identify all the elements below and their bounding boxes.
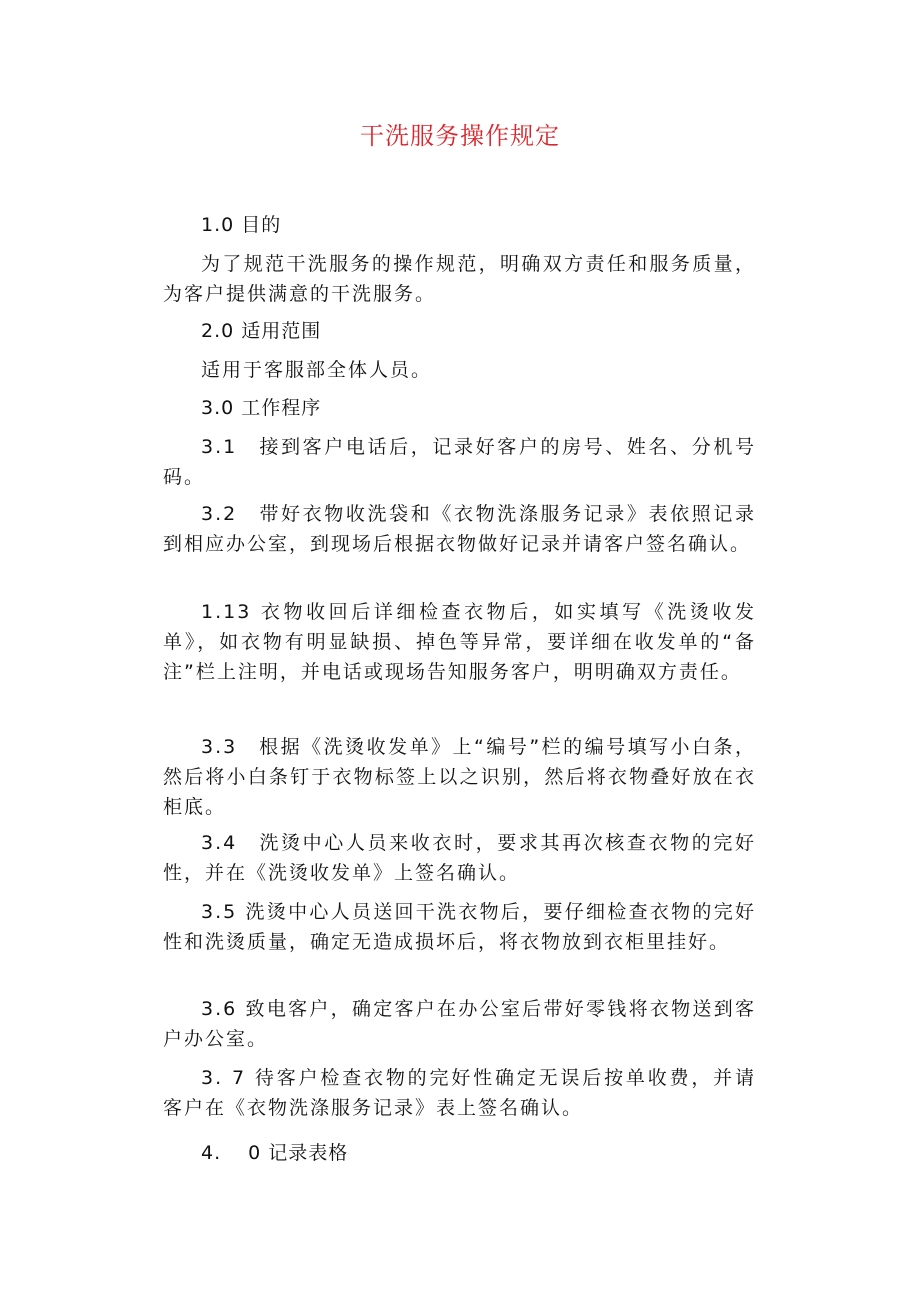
paragraph-3-7: 3. 7 待客户检查衣物的完好性确定无误后按单收费，并请客户在《衣物洗涤服务记录》表上签名确认。 bbox=[163, 1067, 756, 1119]
paragraph-purpose: 为了规范干洗服务的操作规范，明确双方责任和服务质量，为客户提供满意的干洗服务。 bbox=[163, 253, 756, 305]
paragraph-3-4: 3.4 洗烫中心人员来收衣时，要求其再次核查衣物的完好性，并在《洗烫收发单》上签名确认。 bbox=[163, 832, 756, 884]
paragraph-1-13: 1.13 衣物收回后详细检查衣物后，如实填写《洗烫收发单》，如衣物有明显缺损、掉色等异常，要详细在收发单的“备注”栏上注明，并电话或现场告知服务客户，明明确双方责任。 bbox=[163, 601, 756, 683]
section-heading-records: 4. 0 记录表格 bbox=[201, 1142, 349, 1164]
paragraph-scope: 适用于客服部全体人员。 bbox=[201, 359, 433, 381]
paragraph-3-5: 3.5 洗烫中心人员送回干洗衣物后，要仔细检查衣物的完好性和洗烫质量，确定无造成损坏后，将衣物放到衣柜里挂好。 bbox=[163, 901, 756, 953]
paragraph-3-1: 3.1 接到客户电话后，记录好客户的房号、姓名、分机号码。 bbox=[163, 436, 756, 488]
section-heading-scope: 2.0 适用范围 bbox=[201, 320, 322, 342]
section-heading-purpose: 1.0 目的 bbox=[201, 214, 282, 236]
paragraph-3-3: 3.3 根据《洗烫收发单》上“编号”栏的编号填写小白条，然后将小白条钉于衣物标签上以之识别，然后将衣物叠好放在衣柜底。 bbox=[163, 736, 756, 818]
paragraph-3-2: 3.2 带好衣物收洗袋和《衣物洗涤服务记录》表依照记录到相应办公室，到现场后根据衣物做好记录并请客户签名确认。 bbox=[163, 503, 756, 555]
document-title: 干洗服务操作规定 bbox=[360, 122, 560, 150]
paragraph-3-6: 3.6 致电客户，确定客户在办公室后带好零钱将衣物送到客户办公室。 bbox=[163, 998, 756, 1050]
section-heading-procedure: 3.0 工作程序 bbox=[201, 397, 322, 419]
